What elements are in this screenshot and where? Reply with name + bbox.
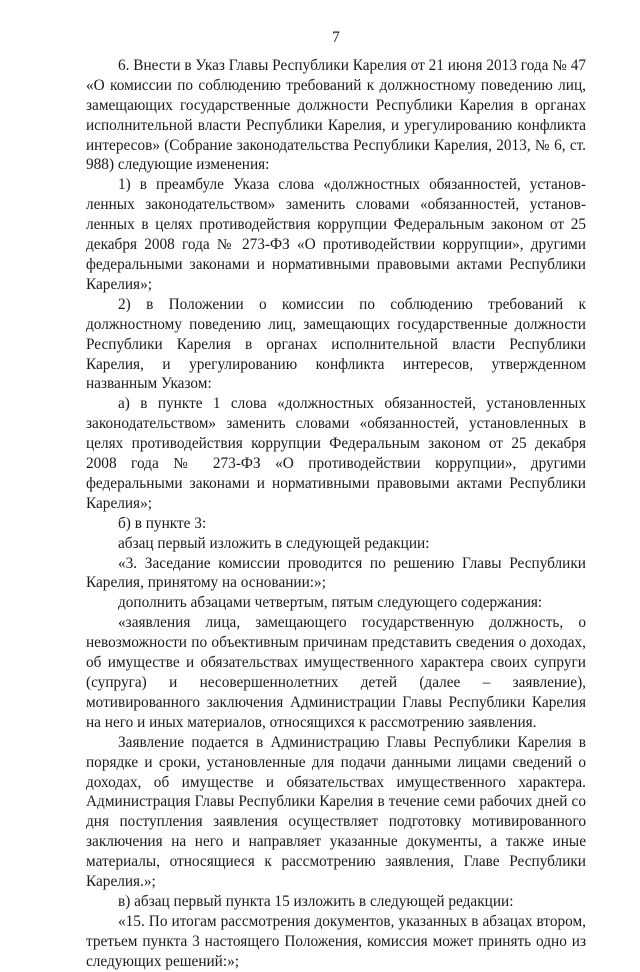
paragraph-application-procedure: Заявление подается в Администрацию Главы Республики Карелия в порядке и сроки, установленные для подачи данными лицами сведений о доходах, об имуществе и обязательствах имущественного характера. Администрация Главы Республики Карелия в течение семи рабочих дней со дня поступления заявления осуществляет подготовку мотивированного заключения на него и направляет указанные документы, а также иные материалы, относящиеся к рассмотрению заявления, Главе Республики Карелия.»; [86,733,586,891]
paragraph-first-abzac: абзац первый изложить в следующей редакции: [118,534,430,552]
paragraph-subitem-b: б) в пункте 3: [118,514,207,532]
paragraph-subitem-v: в) абзац первый пункта 15 изложить в следующей редакции: [118,892,514,910]
paragraph-item-6: 6. Внести в Указ Главы Республики Карелия от 21 июня 2013 года № 47 «О комиссии по соблюдению требований к должностному поведению лиц, замещающих государственные должности Республики Карелия в органах исполнительной власти Республики Карелия, и урегулированию конфликта интересов» (Собрание законодательства Республики Карелия, 2013, № 6, ст. 988) следующие изменения: [86,56,587,174]
paragraph-subitem-a: а) в пункте 1 слова «должностных обязанностей, установленных законодательством» заменить словами «обязанностей, установленных в целях противодействия коррупции Федеральным законом от 25 декабря 2008 года № 273-ФЗ «О противодействии коррупции», другими федеральными законами и нормативными правовыми актами Республики Карелия»; [86,395,586,512]
paragraph-supplement: дополнить абзацами четвертым, пятым следующего содержания: [118,594,543,612]
page-number: 7 [332,29,340,46]
paragraph-quote-3: «3. Заседание комиссии проводится по решению Главы Республики Карелия, принятому на основании:»; [86,554,586,592]
paragraph-quote-application: «заявления лица, замещающего государственную должность, о невозможности по объективным причинам представить сведения о доходах, об имуществе и обязательствах имущественного характера своих супруги (супруга) и несовершеннолетних детей (далее – заявление), мотивированного заключения Администрации Главы Республики Карелия на него и иных материалов, относящихся к рассмотрению заявления. [86,614,586,731]
document-page [86,28,586,972]
paragraph-quote-15: «15. По итогам рассмотрения документов, указанных в абзацах втором, третьем пункта 3 настоящего Положения, комиссия может принять одно из следующих решений:»; [86,912,586,970]
paragraph-subitem-1: 1) в преамбуле Указа слова «должностных обязанностей, установленных законодательством» заменить словами «обязанностей, установленных в целях противодействия коррупции Федеральным законом от 25 декабря 2008 года № 273-ФЗ «О противодействии коррупции», другими федеральными законами и нормативными правовыми актами Республики Карелия»; [86,176,586,293]
paragraph-subitem-2: 2) в Положении о комиссии по соблюдению требований к должностному поведению лиц, замещающих государственные должности Республики Карелия в органах исполнительной власти Республики Карелия, и урегулированию конфликта интересов, утвержденном названным Указом: [86,295,586,393]
